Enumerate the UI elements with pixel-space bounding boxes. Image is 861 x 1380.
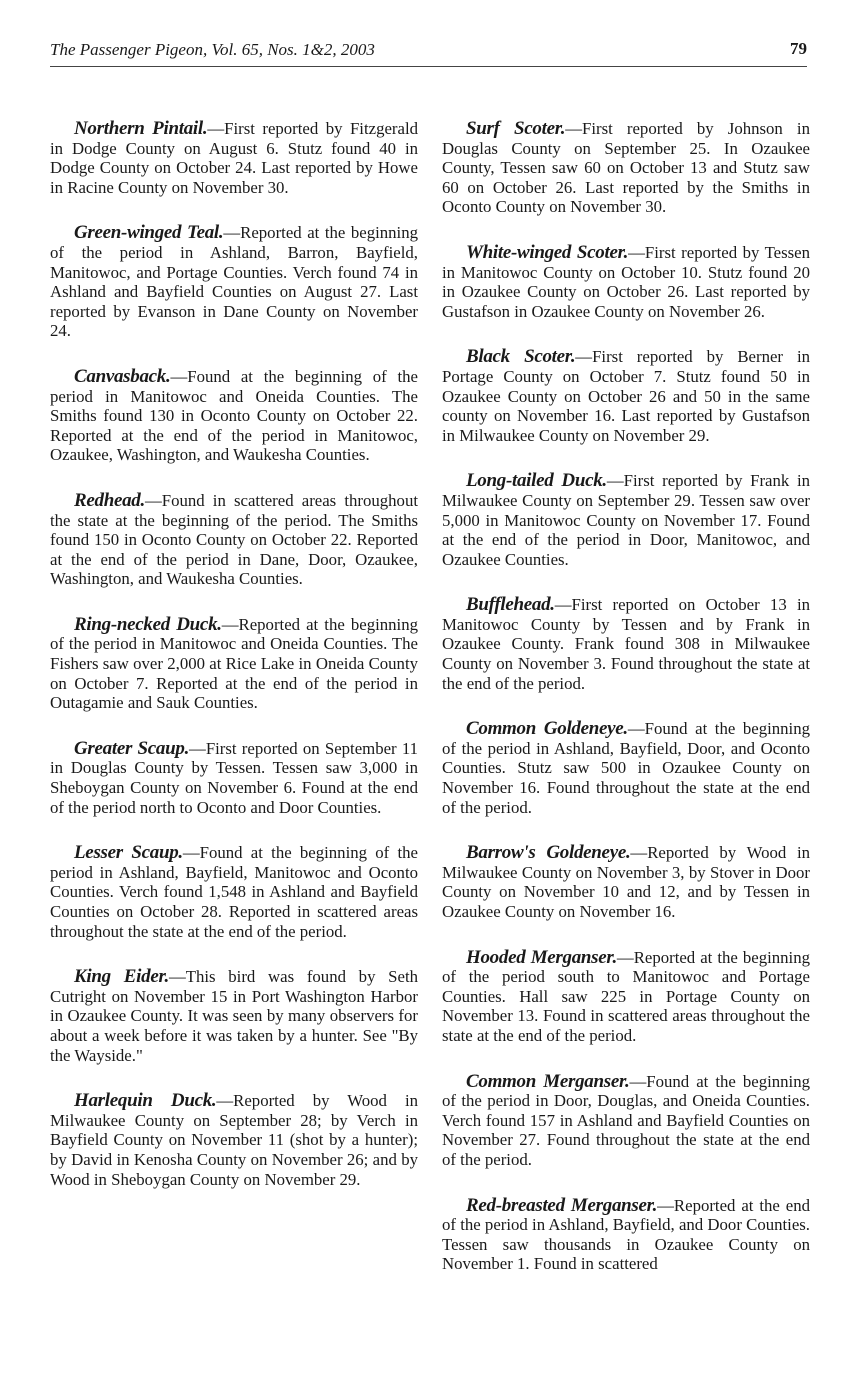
species-name: Green-winged Teal. <box>74 222 224 244</box>
species-account: —Found at the beginning of the period in Ashland, Bayfield, Manitowoc and Oconto Counties. Verch found 1,548 in Ashland and Bayfield Counties on October 28. Reported in scattered areas throughout the state at the end of the period. <box>50 843 418 941</box>
species-account: —First reported by Fitzgerald in Dodge County on August 6. Stutz found 40 in Dodge County on October 24. Last reported by Howe in Racine County on November 30. <box>50 119 419 197</box>
species-account: —Found in scattered areas throughout the state at the beginning of the period. The Smiths found 150 in Oconto County on October 22. Reported at the end of the period in Dane, Door, Ozaukee, Washington, and Waukesha Counties. <box>50 490 418 589</box>
species-name: Common Goldeneye. <box>466 718 628 740</box>
species-account: —This bird was found by Seth Cutright on November 15 in Port Washington Harbor in Ozaukee County. It was seen by many observers for about a week before it was taken by a hunter. See "By the Wayside." <box>50 967 418 1065</box>
species-entry <box>50 843 418 941</box>
species-entry <box>50 615 418 713</box>
species-entry <box>442 471 810 569</box>
species-entry <box>442 1072 810 1170</box>
species-account: —First reported by Berner in Portage County on October 7. Stutz found 50 in Ozaukee County on October 26 and 50 in the same county on November 16. Last reported by Gustafson in Milwaukee County on November 29. <box>442 347 810 445</box>
species-entry <box>442 595 810 693</box>
species-account: —Found at the beginning of the period in Manitowoc and Oneida Counties. The Smiths found 130 in Oconto County on October 22. Reported at the end of the period in Manitowoc, Ozaukee, Washington, and Waukesha Counties. <box>50 366 418 465</box>
species-name: Black Scoter. <box>466 346 576 368</box>
species-name: Common Merganser. <box>466 1070 630 1092</box>
species-entry <box>442 948 810 1046</box>
species-name: Red-breasted Merganser. <box>466 1194 658 1216</box>
species-entry <box>50 119 418 197</box>
page-number: 79 <box>790 39 807 58</box>
species-account: —Reported at the end of the period in Ashland, Bayfield, and Door Counties. Tessen saw thousands in Ozaukee County on November 1. Found in scattered <box>442 1195 810 1274</box>
species-name: King Eider. <box>74 966 169 988</box>
species-name: Canvasback. <box>74 365 171 387</box>
species-entry <box>442 119 810 217</box>
species-account: —First reported by Johnson in Douglas County on September 25. In Ozaukee County, Tessen saw 60 on October 13 and Stutz saw 60 on October 26. Last reported by the Smiths in Oconto County on November 30. <box>442 119 810 217</box>
species-account: —Reported at the beginning of the period in Ashland, Barron, Bayfield, Manitowoc, and Portage Counties. Verch found 74 in Ashland and Bayfield Counties on August 27. Last reported by Evanson in Dane County on November 24. <box>50 223 418 341</box>
species-entry <box>50 1091 418 1189</box>
species-name: Ring-necked Duck. <box>74 613 222 635</box>
species-entry <box>50 967 418 1065</box>
species-account: —First reported on September 11 in Douglas County by Tessen. Tessen saw 3,000 in Sheboygan County on November 6. Found at the end of the period north to Oconto and Door Counties. <box>50 738 418 817</box>
species-account: —Found at the beginning of the period in Door, Douglas, and Oneida Counties. Verch found 157 in Ashland and Bayfield Counties on November 27. Found throughout the state at the end of the period. <box>442 1071 810 1169</box>
species-name: Bufflehead. <box>466 594 555 616</box>
species-account: —First reported by Frank in Milwaukee County on September 29. Tessen saw over 5,000 in Manitowoc County on November 17. Found at the end of the period in Door, Manitowoc, and Ozaukee Counties. <box>442 471 810 569</box>
left-column <box>50 119 418 1215</box>
species-entry <box>50 739 418 817</box>
species-entry <box>50 223 418 341</box>
species-entry <box>442 1196 810 1274</box>
species-name: Barrow's Goldeneye. <box>466 842 631 864</box>
species-account: —Reported at the beginning of the period in Manitowoc and Oneida Counties. The Fishers saw over 2,000 at Rice Lake in Oneida County on October 7. Reported at the end of the period in Outagamie and Sauk Counties. <box>50 614 419 713</box>
species-entry <box>442 243 810 321</box>
species-account: —First reported by Tessen in Manitowoc County on October 10. Stutz found 20 in Ozaukee County on October 26. Last reported by Gustafson in Ozaukee County on November 26. <box>442 242 810 321</box>
species-entry <box>50 367 418 465</box>
species-name: Hooded Merganser. <box>466 946 617 968</box>
species-account: —First reported on October 13 in Manitowoc County by Tessen and by Frank in Ozaukee County. Frank found 308 in Milwaukee County on November 3. Found throughout the state at the end of the period. <box>442 595 810 693</box>
species-entry <box>50 491 418 589</box>
species-name: Harlequin Duck. <box>74 1090 217 1112</box>
species-entry <box>442 843 810 921</box>
species-name: Greater Scaup. <box>74 737 190 759</box>
species-name: Northern Pintail. <box>74 118 208 139</box>
species-name: Long-tailed Duck. <box>466 470 607 492</box>
species-entry <box>442 719 810 817</box>
species-account: —Reported by Wood in Milwaukee County on September 28; by Verch in Bayfield County on November 11 (shot by a hunter); by David in Kenosha County on November 26; and by Wood in Sheboygan County on November 29. <box>50 1091 418 1189</box>
species-account: —Reported by Wood in Milwaukee County on November 3, by Stover in Door County on November 10 and 12, and by Tessen in Ozaukee County on November 16. <box>442 843 811 921</box>
species-account: —Reported at the beginning of the period south to Manitowoc and Portage Counties. Hall saw 225 in Portage County on November 13. Found in scattered areas throughout the state at the end of the period. <box>442 947 810 1045</box>
right-column <box>442 119 810 1300</box>
species-name: Redhead. <box>74 489 145 511</box>
species-name: White-winged Scoter. <box>466 241 629 263</box>
running-head <box>50 38 807 67</box>
species-entry <box>442 347 810 445</box>
species-name: Surf Scoter. <box>466 118 566 139</box>
species-account: —Found at the beginning of the period in Ashland, Bayfield, Door, and Oconto Counties. Stutz saw 500 in Ozaukee County on November 16. Found throughout the state at the end of the period. <box>442 719 810 817</box>
journal-title: The Passenger Pigeon, Vol. 65, Nos. 1&2, 2003 <box>50 40 375 59</box>
species-name: Lesser Scaup. <box>74 842 183 864</box>
